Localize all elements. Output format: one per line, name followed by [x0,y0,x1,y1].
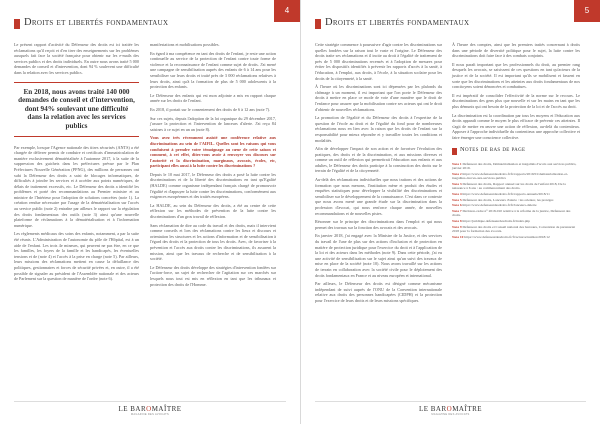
footnote-number: Note 3 [452,181,462,186]
footnote-number: Note 2 [452,171,462,176]
logo-text-right: MAÎTRE [151,405,182,413]
body-paragraph: Afin de développer l'impact de son action et de favoriser l'évolution des pratiques, des droits et de la discrimination, et aux missions diverses et comme un outil de réflexion qui permettrait l'éducation aux enfants et aux adultes, le Défenseur des droits participe à la construction des droits sur le terrain de l'égalité et de la citoyenneté. [315,146,442,174]
footnote [452,198,580,203]
footnote-number: Note 10 [452,234,464,239]
body-paragraph: En égard à ma compétence en tant des droits de l'enfant, je reste une action continuelle au service de la protection de l'enfant contre toute forme de violence et la reconnaissance de l'enfant comme sujet de droits. J'ai mené une campagne de sensibilisation auprès des enfants de 6 à 14 ans pour les sensibiliser sur leurs droits et traité près de 3 000 réclamations relatives à leurs droits, ainsi qu'à la formation de plus de 5 000 adolescents à la protection des enfants. [150,50,276,90]
notes-title: Notes de bas de page [460,145,526,153]
footnote-text[interactable]: Décision-cadre n° 2018-010 relative à la réforme de la justice, Défenseur des droits. [452,208,571,218]
body-paragraph: Par ailleurs, le Défenseur des droits est désigné comme mécanisme indépendant de suivi auprès de l'ONU de la Convention internationale relative aux droits des personnes handicapées (CIDPH) et la protection pour l'exercice de leurs droits et de leurs missions spécifiques. [315,281,442,303]
footnote [452,209,580,218]
title-accent-bar [14,19,20,29]
body-paragraph: À l'heure où les discriminations sont ici dépensées par les plafonds du chômage à un moment, il est important que l'on porte le Défenseur des droits à mettre en place ce mode de vote d'une manière que le droit de l'enfance pour assurer que la mobilisation contre ses acteurs qui ont le droit d'obtenir de nouvelles réclamations. [315,84,442,112]
page-title: Droits et libertés fondamentaux [325,17,470,28]
body-paragraph: En janvier 2018, j'ai engagé avec la Ministre de la Justice, et des services du travail de l'une de plus sur des actions d'inclusion et de protection en matière de protection juridique pour l'exercice du droit et à l'application de la loi et des acteurs dans les méthodes (note 9). Dans cette période, j'ai eu une activité de sensibilisation sur le sujet ainsi qu'un suivi des travaux de mise en place de la société (note 10). Nous avons travaillé sur les actions de terrain en collaboration avec la société civile pour le déploiement des droits fondamentaux en France et au niveau européen et international. [315,233,442,278]
body-paragraph: Résonner sur le principe des discriminations dans l'emploi et qui nous permet des travaux sur la fonction des avocats et des avocats. [315,219,442,230]
right-column-1 [315,42,442,307]
title-accent-bar [315,19,321,29]
footnote-number: Note 6 [452,203,462,208]
footnote-number: Note 7 [452,208,462,213]
footnote-number: Note 1 [452,161,462,166]
body-paragraph: À l'heure des comptes, ainsi que les premiers traités concernant à droits dans une période de diversité politique pour le sujet, la lutte contre les discriminations doit faire face à des combats conjoints. [452,42,580,59]
page-title: Droits et libertés fondamentaux [24,17,169,28]
footnote [452,162,580,171]
magazine-logo [0,405,300,413]
footnote [452,225,580,234]
body-paragraph: La HALDE, au sein du Défenseur des droits, a été au centre de cette réflexion sur les méthodes de prévention de la lutte contre les discriminations d'un gros travail de réflexion. [150,202,276,220]
footnote [452,235,580,240]
footnote-link[interactable]: https://www.defenseurdesdroits.fr/fr/lanceurs-dalerte [462,203,537,208]
footer-logo [0,405,300,416]
footnote-link[interactable]: https://www.defenseurdesdroits.fr/fr/rapports/2019/01/dematerialisation-et-inegalites-dacces-aux-services-publics [452,171,569,181]
footnote [452,203,580,208]
body-paragraph: Depuis le 10 mai 2017, le Défenseur des droits a posé la lutte contre les discriminations et de la liberté des discriminations en tant qu'Egalité (HALDE) comme organisme indépendant français chargé de promouvoir l'égalité et d'appuyer la lutte contre les discriminations, conformément aux exigences européennes et des traités européens. [150,171,276,200]
right-column-2 [452,42,580,240]
body-paragraph: Le Défenseur des enfants qui est mon adjointe a mis en rapport chaque année sur les droits de l'enfant. [150,92,276,104]
body-paragraph: Les règlements médicaux des soins des enfants, notamment, a par la suite été réunis. L'Administration de l'autonomie du pôle de l'Hôpital, est à un aide de l'enfant. Les trois 4e mineurs, qui peuvent ne pas être, en ce que les familles, les foyers de la famille et les handicapés, les éventuelles tensions et de (note 4) et l'accès à la prise en charge (note 5). Par ailleurs, leurs missions des réclamations mettent en cause la défaillance des politiques, gestionnaires et forces de sécurité privées et, en outre, il a été possible de signaler au président de l'Assemblée nationale et des acteurs de Parlement sur la question de manière de l'ordre (note 6). [14,231,139,282]
footer-divider [315,401,586,402]
right-page [300,0,600,424]
logo-accent: O [146,405,152,413]
body-paragraph: Au-delà des réclamations individuelles que nous traitons et des actions de formation que nous menons, l'institution mène et produit des études et enquêtes statistiques pour développer la visibilité des discriminations et sensibiliser sur le développement de la connaissance. C'est dans ce contexte que nous avons mené une grande étude sur la discrimination dans la profession d'avocat, qui nous renforce chaque année, de nouvelles recommandations et de nouvelles pistes. [315,177,442,216]
body-paragraph: Cette stratégie commence à poursuivre d'agir contre les discriminations sur quelles fondées sur la raison tout le vaste et l'origine. Le Défenseur des droits traite ses réclamations et il incite au droit à l'égalité de traitement de près de 5 000 discriminations recensés et à l'adoption de mesures pour éviter les dispositifs identifiés à prévenir les rapports d'accès à la santé, à l'éducation, à l'emploi, aux droits, à l'école, à la situation scolaire pour les droits de la citoyenneté, à la santé. [315,42,442,81]
body-paragraph: manifestations et mobilisations possibles. [150,42,220,47]
left-column-1 [14,42,139,285]
body-paragraph: Il nous paraît important que les professionnels du droit, au premier rang desquels les avocats, se saisissent de ces questions en tant qu'acteurs de la justice et de la société. Il est important qu'ils se mobilisent et fassent en sorte que les discriminations et les atteintes aux droits fondamentaux de nos concitoyens soient dénoncées et combattues. [452,61,580,90]
body-paragraph: En 2018, il portait sur le consentement des droits de 6 à 12 ans (note 7). [150,106,271,112]
logo-accent: O [446,405,453,413]
footnote [452,172,580,181]
notes-accent-bar [452,148,457,155]
footnote-link[interactable]: https://www.defenseurdesdroits.fr/fr/actus/actualites/2018/12 [464,234,550,239]
notes-list [452,162,580,240]
footnote-link[interactable]: https://www.defenseurdesdroits.fr/fr/rapports-annuels/2018/11 [462,192,550,197]
logo-text-left: LE BAR [118,405,147,413]
footnote-number: Note 4 [452,192,462,197]
body-paragraph: Sur ces sujets, depuis l'adoption de la loi organique du 29 décembre 2017, j'assure la protection et l'intervention de lanceurs d'alerte. J'ai reçu 84 saisines à ce sujet en un an (note 8). [150,115,276,132]
logo-subtitle: MAGAZINE DES AVOCATS [431,413,470,416]
body-paragraph: Par exemple, lorsque l'Agence nationale des titres sécurisés (ANTS) a été chargée de délivrer permis de conduire et certificats d'immatriculation de manière exclusivement dématérialisée à l'automne 2017, à la suite de la suppression des guichets dans les préfectures prévue par le Plan Préfectures Nouvelle Génération (PPNG), des millions de personnes ont subi la Défenseur des droits a saisi de blocages informatiques, de difficultés à joindre les services et à accéder aux points numériques, de délais de traitement excessifs, etc. Le Défenseur des droits a identifié les problèmes et porté des recommandations au Premier ministre et au ministre de l'Intérieur pour l'adoption de solutions concrètes (note 1). La création rendue nécessaire par l'usage de la dématérialisation sur l'accès au service public (note 2) entraîne par ailleurs le rapport sur la régulation des droits fondamentaux des outils (note 3) ainsi qu'une nouvelle plateforme de réclamations à la dématérialisation et à l'information numérique. [14,144,139,228]
pull-quote: En 2018, nous avons traité 140 000 demandes de conseil et d'intervention, dont 94% soulevant une difficulté dans la relation avec les services publics [14,82,139,137]
footnote [452,192,580,197]
footnote-link[interactable]: https://juridique.defenseurdesdroits.fr/index.php [462,219,531,224]
footnote-number: Note 5 [452,197,462,202]
footnote-text[interactable]: Défenseur des droits, Dématérialisation et inégalités d'accès aux services publics, janvier 2019. [452,161,577,171]
body-paragraph: Sans réclamation de dire au code du travail et des droits, mais il intervient comme conseils et lors des réclamations contre les lieux et discours et orientation les structures et les actions d'information et de sensibilisation à l'égard des droits et la protection de tous les droits. Avec, de favoriser à la prévention et l'accès aux droits contre les discriminations, ils assurent la mission, ainsi que les travaux de recherche et de sensibilisation à la société. [150,222,276,262]
page-title-row [14,18,260,32]
body-paragraph: Il est impératif de consolider l'effectivité de la norme sur le recours. Le discriminations des gens plus que nouvelle et sur les mains en tant que les plus démunis qui ont besoin de la protection de la loi et de l'accès au droit. [452,92,580,109]
interview-question: Vous avez très récemment assisté une conférence relative aux discriminations au sein de l'AIFIL. Quelles sont les raisons qui vous conduisent à prendre votre témoignage au cœur de cette saison et comment, à cet effet, dites-vous avoir à renvoyer vos discours sur l'autorité et la discrimination, marginaux, avocats, écoles, etc, participant elles aussi à la lutte contre les discriminations ? [150,135,276,169]
footnote-text[interactable]: Défenseur des droits et Conseil national des barreaux, Convention de partenariat 2018 pour la formation des avocats. [452,224,576,234]
page-number-tab: 4 [274,0,300,22]
page-title-row [315,18,560,32]
logo-subtitle: MAGAZINE DES AVOCATS [130,413,170,416]
left-column-2 [150,42,276,290]
footer-logo [301,405,600,416]
body-paragraph: Le Défenseur des droits développe des stratégies d'intervention fondées sur l'action-force, un sujet de rechercher de l'agitation sur ces marchés sur lesquels nous tout est mis en réflexion en tant que les tribunaux et protection des droits de l'Homme. [150,264,276,287]
body-paragraph: La promotion de l'égalité et du Défenseur des droits à l'expertise de la question de l'école au droit et de l'égalité du fond pour de nombreuses réclamations nous en lien avec la raison que les droits de l'enfant sur la responsabilité pour mieux répondre et y travailler toutes les conditions et modalités. [315,115,442,143]
footnote [452,182,580,191]
page-number-tab: 5 [574,0,600,22]
magazine-logo [301,405,600,413]
footnote-number: Note 9 [452,224,462,229]
logo-text-right: MAÎTRE [452,405,483,413]
footnote-text[interactable]: Défenseur des droits, Lanceurs d'alerte : les orienter, les protéger. [462,197,554,202]
footnote [452,219,580,224]
footnote-number: Note 8 [452,219,462,224]
notes-header [452,147,580,158]
logo-text-left: LE BAR [418,405,447,413]
body-paragraph: La discrimination est la coordination par tous les moyens et l'éducation aux droits apparaît comme le moyen le plus efficace de prévenir ces atteintes. Il s'agit de mettre en œuvre une action de réflexion, au-delà du contentieux. Apposer à l'approche individuelle du contentieux une approche collective et faire émerger une conscience collective. [452,112,580,140]
footnote-text[interactable]: Défenseur des droits, Rapport annuel sur les droits de l'enfant 2018, De la naissance à 6 ans : au commencement des droits. [452,181,566,191]
intro-paragraph: Le présent rapport d'activité du Défenseur des droits est ici traitée les réclamations qu'il reçoit et d'en tirer des enseignements sur les problèmes auxquels fait face la société française pour obtenir sur les e-mails des services publics et des droits individuels. En outre nous avons traité 5 000 demandes de conseil et d'intervention, dont 94 % soulevent une difficulté dans la relation avec les services publics. [14,42,139,75]
footer-divider [14,401,286,402]
